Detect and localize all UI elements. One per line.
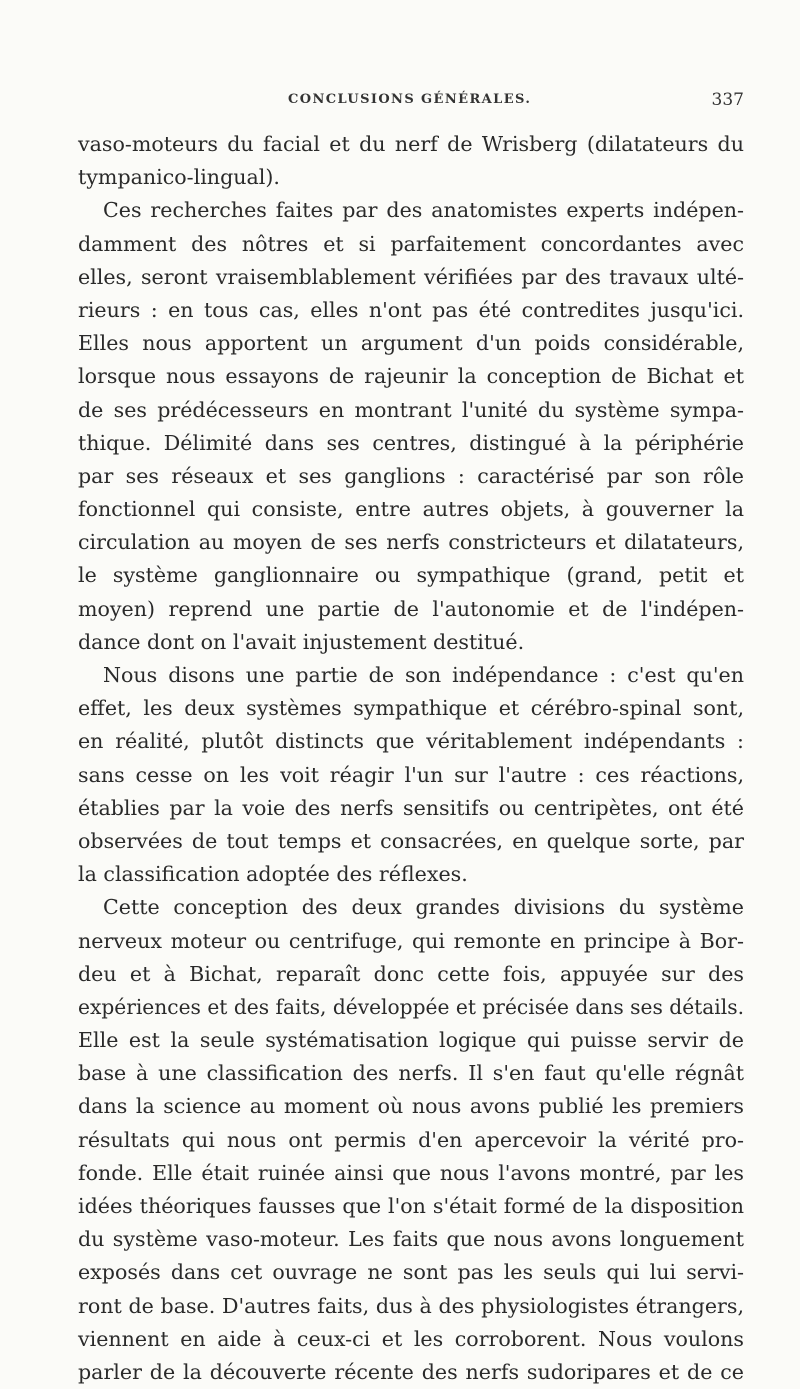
text-line: de ses prédécesseurs en montrant l'unité du système sympa- (78, 397, 744, 422)
text-line: résultats qui nous ont permis d'en apercevoir la vérité pro- (78, 1127, 744, 1152)
text-line: Elle est la seule systématisation logique qui puisse servir de (78, 1028, 744, 1053)
text-line: Elles nous apportent un argument d'un poids considérable, (78, 331, 744, 356)
body-text (78, 128, 744, 1389)
text-line: fonctionnel qui consiste, entre autres objets, à gouverner la (78, 497, 744, 522)
text-line: damment des nôtres et si parfaitement concordantes avec (78, 231, 744, 256)
text-line: observées de tout temps et consacrées, en quelque sorte, par (78, 828, 744, 853)
page-number: 337 (711, 90, 744, 110)
text-line: sans cesse on les voit réagir l'un sur l'autre : ces réactions, (78, 762, 744, 787)
text-line: nerveux moteur ou centrifuge, qui remonte en principe à Bor- (78, 928, 744, 953)
text-line: dance dont on l'avait injustement destitué. (78, 629, 525, 654)
text-line: tympanico-lingual). (78, 165, 280, 190)
text-line: thique. Délimité dans ses centres, distingué à la périphérie (78, 430, 744, 455)
text-line: Ces recherches faites par des anatomistes experts indépen- (103, 198, 744, 223)
text-line: exposés dans cet ouvrage ne sont pas les seuls qui lui servi- (78, 1260, 744, 1285)
text-line: viennent en aide à ceux-ci et les corroborent. Nous voulons (78, 1326, 744, 1351)
text-line: fonde. Elle était ruinée ainsi que nous l'avons montré, par les (78, 1160, 744, 1185)
text-line: Cette conception des deux grandes divisions du système (103, 895, 744, 920)
text-line: parler de la découverte récente des nerfs sudoripares et de ce (78, 1359, 744, 1384)
text-line: Nous disons une partie de son indépendance : c'est qu'en (103, 663, 744, 687)
text-line: rieurs : en tous cas, elles n'ont pas été contredites jusqu'ici. (78, 297, 744, 322)
text-line: par ses réseaux et ses ganglions : caractérisé par son rôle (78, 463, 744, 488)
text-line: circulation au moyen de ses nerfs constricteurs et dilatateurs, (78, 530, 744, 555)
text-line: idées théoriques fausses que l'on s'était formé de la disposition (78, 1194, 744, 1218)
text-line: elles, seront vraisemblablement vérifiées par des travaux ulté- (78, 264, 744, 289)
text-line: dans la science au moment où nous avons publié les premiers (78, 1094, 744, 1119)
text-line: lorsque nous essayons de rajeunir la conception de Bichat et (78, 364, 744, 389)
text-line: ront de base. D'autres faits, dus à des physiologistes étrangers, (78, 1293, 744, 1318)
text-line: deu et à Bichat, reparaît donc cette fois, appuyée sur des (78, 961, 744, 986)
text-line: expériences et des faits, développée et précisée dans ses détails. (78, 994, 744, 1019)
running-title: CONCLUSIONS GÉNÉRALES. (288, 92, 532, 107)
page-header (78, 92, 744, 116)
text-line: vaso-moteurs du facial et du nerf de Wrisberg (dilatateurs du (78, 132, 744, 156)
text-line: base à une classification des nerfs. Il s'en faut qu'elle régnât (78, 1061, 744, 1086)
text-line: moyen) reprend une partie de l'autonomie et de l'indépen- (78, 596, 744, 621)
text-line: la classification adoptée des réflexes. (78, 862, 468, 887)
text-line: établies par la voie des nerfs sensitifs ou centripètes, ont été (78, 795, 744, 820)
text-line: effet, les deux systèmes sympathique et cérébro-spinal sont, (78, 696, 744, 721)
text-line: le système ganglionnaire ou sympathique (grand, petit et (78, 563, 744, 588)
text-line: en réalité, plutôt distincts que véritablement indépendants : (78, 729, 744, 754)
text-line: du système vaso-moteur. Les faits que nous avons longuement (78, 1227, 744, 1252)
